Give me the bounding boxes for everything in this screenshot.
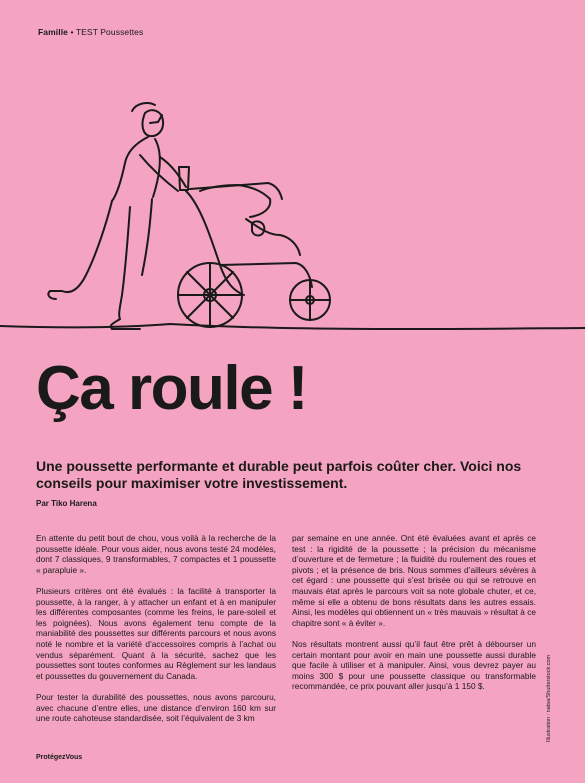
paragraph: par semaine en une année. Ont été évaluées avant et après ce test : la rigidité de la poussette ; la précision du mécanisme d’ouverture et de fermeture ; la fluidité du roulement des roues et pivots ; et la présence de bris. Nous sommes d’ailleurs sévères à cet égard : une poussette qui s’est brisée ou qui se retrouve en mauvais état après le parcours voit sa note globale chuter, et ce, même si elle a obtenu de bons résultats dans les autres essais. Ainsi, les modèles qui obtiennent un « très mauvais » résultat à ce chapitre sont « à éviter ». bbox=[292, 533, 536, 628]
article-lead: Une poussette performante et durable peut parfois coûter cher. Voici nos conseils pour maximiser votre investissement. bbox=[36, 458, 522, 491]
body-column-right bbox=[292, 533, 536, 703]
article-headline: Ça roule ! bbox=[36, 354, 307, 423]
paragraph: Plusieurs critères ont été évalués : la facilité à transporter la poussette, à la ranger, à y attacher un enfant et à en manipuler les différentes composantes (comme les freins, le pare-soleil et les poignées). Nous avons également tenu compte de la maniabilité des poussettes sur différents parcours et nous avons noté le nombre et la variété d’accessoires compris à l’achat ou vendus séparément. Quant à la sécurité, sachez que les poussettes sont toutes conformes au Règlement sur les landaus et poussettes du gouvernement du Canada. bbox=[36, 585, 276, 681]
paragraph: Pour tester la durabilité des poussettes, nous avons parcouru, avec chacune d’entre elles, une distance d’environ 160 km sur une route cahoteuse standardisée, soit l’équivalent de 3 km bbox=[36, 691, 276, 724]
illustration-credit: Illustration : natsa/Shutterstock.com bbox=[546, 654, 552, 742]
section-topic: TEST Poussettes bbox=[75, 27, 144, 37]
section-header bbox=[38, 27, 143, 37]
article-byline: Par Tiko Harena bbox=[36, 499, 97, 508]
section-separator: • bbox=[70, 27, 74, 37]
paragraph: Nos résultats montrent aussi qu’il faut être prêt à débourser un certain montant pour avoir en main une poussette aussi durable que facile à utiliser et à manipuler. Ainsi, vous devrez payer au moins 300 $ pour une poussette classique ou transformable recommandée, ce prix pouvant aller jusqu’à 1 150 $. bbox=[292, 638, 536, 692]
body-column-left bbox=[36, 533, 276, 734]
jogging-stroller-illustration-icon bbox=[0, 95, 585, 345]
section-name: Famille bbox=[38, 27, 68, 37]
paragraph: En attente du petit bout de chou, vous voilà à la recherche de la poussette idéale. Pour vous aider, nous avons testé 24 modèles, dont 7 classiques, 9 transformables, 7 compactes et 1 poussette « parapluie ». bbox=[36, 533, 276, 575]
publication-footer: ProtégezVous bbox=[36, 754, 83, 761]
